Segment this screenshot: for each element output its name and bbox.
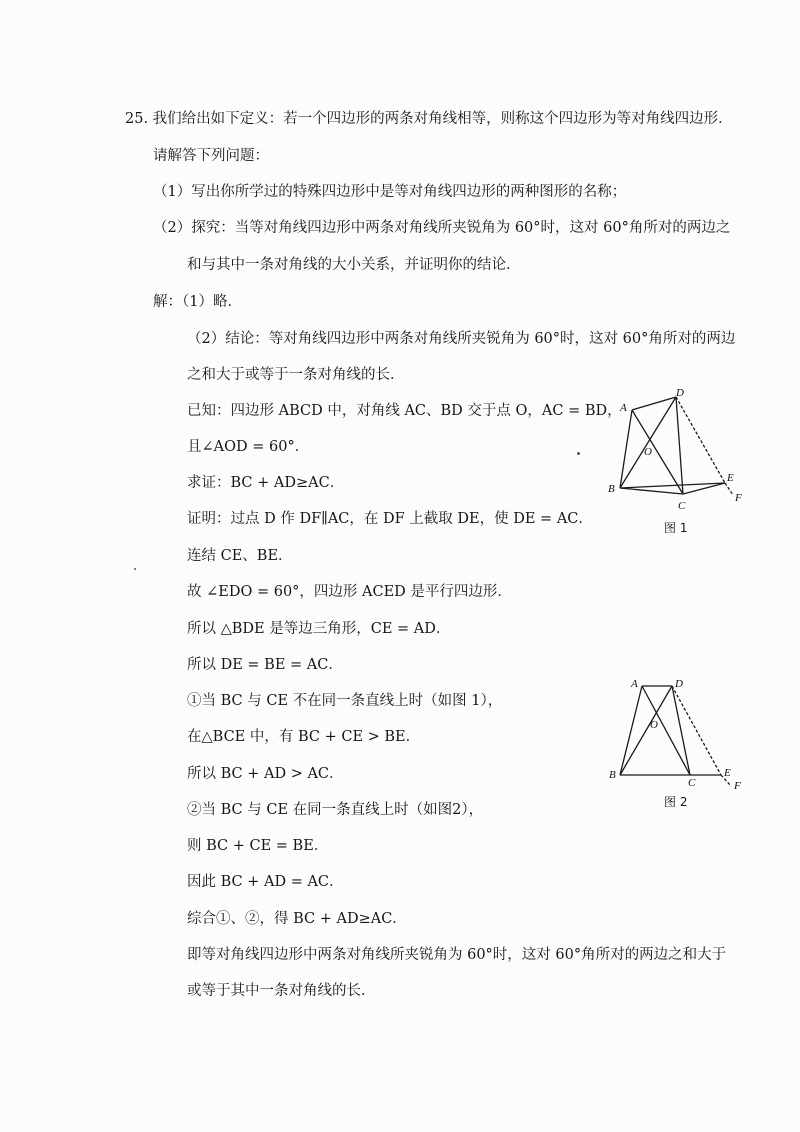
fig1-diagonal-ac — [632, 410, 683, 494]
question-part-2-cont: 和与其中一条对角线的大小关系，并证明你的结论． — [187, 257, 521, 273]
case-1-line: ①当 BC 与 CE 不在同一条直线上时（如图 1）， — [187, 693, 503, 709]
scan-speck — [577, 452, 580, 455]
problem-statement: 25. 我们给出如下定义：若一个四边形的两条对角线相等，则称这个四边形为等对角线四边形． — [125, 111, 733, 127]
figure-1 — [600, 385, 760, 515]
fig2-diagonal-bd — [620, 686, 672, 775]
case-1-triangle-line: 在△BCE 中，有 BC + CE > BE． — [187, 729, 421, 745]
final-conclusion-cont: 或等于其中一条对角线的长． — [187, 983, 376, 999]
proof-line-3: 故 ∠EDO = 60°，四边形 ACED 是平行四边形． — [187, 584, 512, 600]
fig1-segment-bc — [620, 488, 683, 494]
case-2-result-line: 因此 BC + AD = AC． — [187, 874, 344, 890]
fig2-segment-de — [672, 686, 721, 775]
answer-conclusion-cont: 之和大于或等于一条对角线的长． — [187, 367, 405, 383]
fig1-label-a: A — [620, 402, 627, 414]
answer-part-1: 解：（1）略． — [153, 294, 242, 310]
fig1-segment-ab — [620, 410, 632, 488]
figure-2-caption: 图 2 — [664, 795, 688, 809]
given-line: 已知：四边形 ABCD 中，对角线 AC、BD 交于点 O，AC = BD， — [187, 403, 622, 419]
fig2-segment-dc — [672, 686, 690, 775]
proof-line-4: 所以 △BDE 是等边三角形，CE = AD． — [187, 621, 451, 637]
answer-conclusion: （2）结论：等对角线四边形中两条对角线所夹锐角为 60°时，这对 60°角所对的两边 — [187, 331, 736, 347]
fig2-label-e: E — [724, 767, 731, 779]
question-part-1: （1）写出你所学过的特殊四边形中是等对角线四边形的两种图形的名称； — [153, 184, 627, 200]
fig1-segment-de — [676, 397, 725, 483]
fig1-segment-dc — [676, 397, 683, 494]
fig1-label-f: F — [735, 492, 742, 504]
case-2-equation-line: 则 BC + CE = BE． — [187, 838, 329, 854]
fig1-diagonal-bd — [620, 397, 676, 488]
fig2-label-c: C — [688, 777, 696, 789]
fig2-label-a: A — [631, 678, 638, 690]
fig2-segment-ab — [620, 686, 642, 775]
final-conclusion-line: 即等对角线四边形中两条对角线所夹锐角为 60°时，这对 60°角所对的两边之和大于 — [187, 947, 727, 963]
fig1-label-d: D — [676, 387, 684, 399]
fig1-label-e: E — [727, 472, 734, 484]
fig1-label-b: B — [608, 483, 615, 495]
given-angle-line: 且∠AOD = 60°． — [187, 439, 310, 455]
scan-speck — [134, 568, 136, 570]
combined-result-line: 综合①、②，得 BC + AD≥AC． — [187, 911, 407, 927]
fig2-label-b: B — [609, 769, 616, 781]
figure-1-caption: 图 1 — [664, 521, 688, 535]
fig2-label-o: O — [650, 719, 658, 731]
case-1-result-line: 所以 BC + AD > AC． — [187, 766, 344, 782]
proof-line-2: 连结 CE、BE． — [187, 548, 293, 564]
question-part-2: （2）探究：当等对角线四边形中两条对角线所夹锐角为 60°时，这对 60°角所对的两边之 — [153, 220, 731, 236]
instruction-line: 请解答下列问题： — [153, 148, 269, 164]
fig1-segment-ef — [725, 483, 733, 495]
fig2-label-f: F — [734, 780, 741, 792]
fig1-label-c: C — [678, 500, 686, 512]
proof-line-1: 证明：过点 D 作 DF∥AC，在 DF 上截取 DE，使 DE = AC． — [187, 511, 593, 527]
fig2-label-d: D — [675, 678, 683, 690]
to-prove-line: 求证：BC + AD≥AC． — [187, 475, 345, 491]
figure-2 — [600, 672, 760, 797]
proof-line-5: 所以 DE = BE = AC． — [187, 657, 343, 673]
case-2-line: ②当 BC 与 CE 在同一条直线上时（如图2）， — [187, 802, 484, 818]
fig1-label-o: O — [644, 446, 652, 458]
